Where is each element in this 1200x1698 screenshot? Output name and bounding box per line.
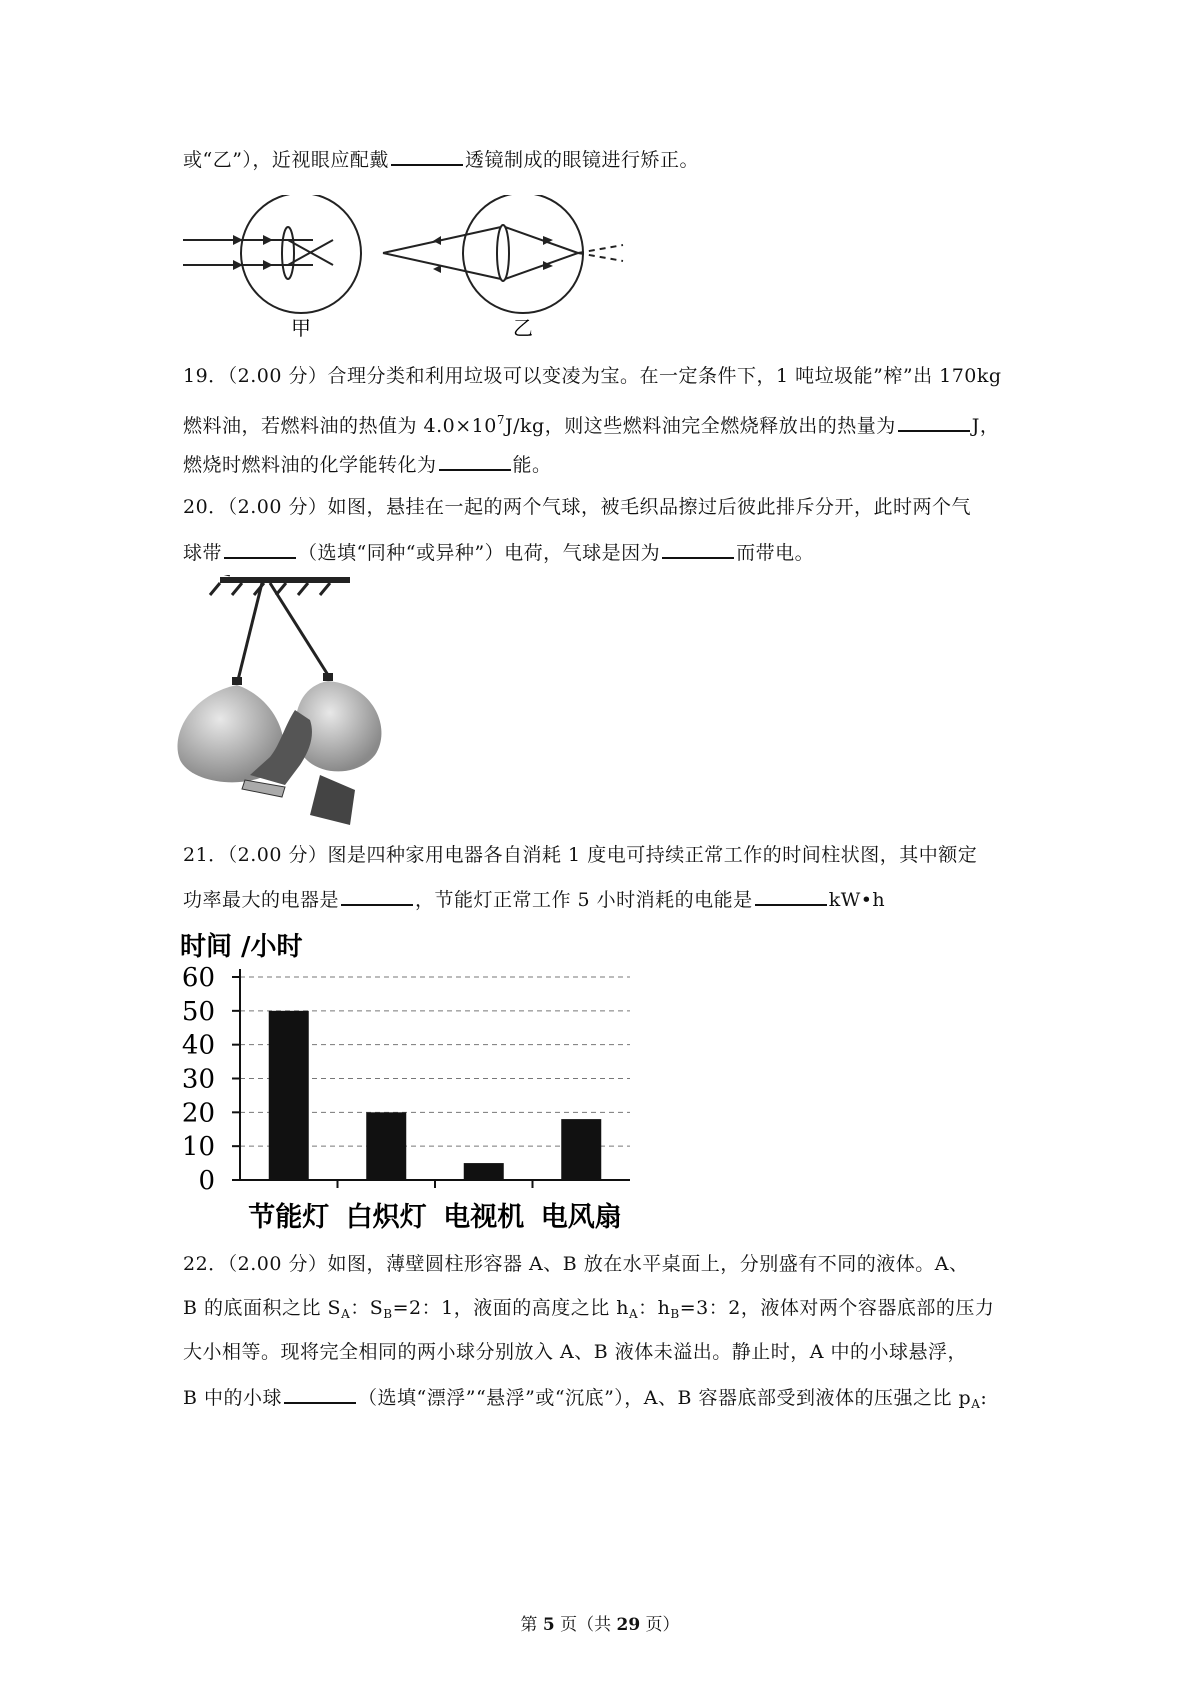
text: 燃料油，若燃料油的热值为 4.0×10 xyxy=(183,415,497,437)
q22-line-3: 大小相等。现将完全相同的两小球分别放入 A、B 液体未溢出。静止时，A 中的小球悬浮， xyxy=(183,1341,968,1363)
answer-blank xyxy=(662,539,734,559)
x-tick-label: 白炽灯 xyxy=(345,1202,427,1233)
q19-line-3 xyxy=(183,451,552,477)
subscript: B xyxy=(670,1307,680,1321)
bar-chart xyxy=(170,925,660,1235)
y-tick-label: 60 xyxy=(181,963,215,993)
answer-blank xyxy=(224,539,296,559)
q21-line-2 xyxy=(183,886,885,912)
subscript: A xyxy=(341,1307,351,1321)
subscript: A xyxy=(628,1307,639,1321)
text: 球带 xyxy=(183,542,223,564)
answer-blank xyxy=(391,146,463,166)
page-number: 5 xyxy=(542,1615,555,1635)
answer-blank xyxy=(341,886,413,906)
text: 第 xyxy=(520,1615,543,1635)
y-tick-label: 0 xyxy=(198,1166,215,1196)
text: 透镜制成的眼镜进行矫正。 xyxy=(464,149,699,171)
q19-line-1: 19．（2.00 分）合理分类和利用垃圾可以变凌为宝。在一定条件下，1 吨垃圾能”榨”出 170kg xyxy=(183,365,1002,387)
text: 页（共 xyxy=(554,1615,617,1635)
subscript: A xyxy=(971,1397,981,1411)
answer-blank xyxy=(439,451,511,471)
bar xyxy=(366,1112,406,1180)
q21-line-1: 21．（2.00 分）图是四种家用电器各自消耗 1 度电可持续正常工作的时间柱状图，其中额定 xyxy=(183,844,978,866)
text: ：h xyxy=(638,1297,671,1319)
q20-line-2 xyxy=(183,539,814,565)
q22-line-1: 22．（2.00 分）如图，薄壁圆柱形容器 A、B 放在水平桌面上，分别盛有不同的液体。A、 xyxy=(183,1253,969,1275)
answer-blank xyxy=(755,886,827,906)
q20-line-1: 20．（2.00 分）如图，悬挂在一起的两个气球，被毛织品擦过后彼此排斥分开，此时两个气 xyxy=(183,496,972,518)
text: : xyxy=(980,1387,988,1409)
text: B 的底面积之比 S xyxy=(183,1297,342,1319)
bar xyxy=(269,1011,309,1180)
y-tick-label: 40 xyxy=(181,1030,215,1061)
x-tick-label: 电视机 xyxy=(443,1202,525,1233)
y-axis-label: 时间 /小时 xyxy=(180,932,303,962)
text: =3：2，液体对两个容器底部的压力 xyxy=(679,1297,995,1319)
page-footer xyxy=(0,1610,1200,1635)
text: J/kg，则这些燃料油完全燃烧释放出的热量为 xyxy=(505,415,896,437)
text: kW•h xyxy=(828,889,886,911)
text: ，节能灯正常工作 5 小时消耗的电能是 xyxy=(415,889,753,911)
text: =2：1，液面的高度之比 h xyxy=(392,1297,629,1319)
x-tick-label: 电风扇 xyxy=(540,1202,622,1233)
text: 燃烧时燃料油的化学能转化为 xyxy=(183,454,437,476)
text: B 中的小球 xyxy=(183,1387,283,1409)
y-tick-label: 50 xyxy=(181,996,215,1027)
label-yi: 乙 xyxy=(513,316,533,340)
total-pages: 29 xyxy=(616,1615,641,1635)
text: （选填“同种“或异种”）电荷，气球是因为 xyxy=(298,542,661,564)
y-tick-label: 30 xyxy=(181,1064,215,1095)
label-jia: 甲 xyxy=(291,316,311,340)
text: 而带电。 xyxy=(736,542,815,564)
x-tick-label: 节能灯 xyxy=(248,1202,330,1233)
q22-line-2 xyxy=(183,1296,994,1326)
text: 页） xyxy=(640,1615,680,1635)
q19-line-2 xyxy=(183,408,999,438)
q22-line-4 xyxy=(183,1384,987,1416)
text: 功率最大的电器是 xyxy=(183,889,340,911)
bar xyxy=(561,1119,601,1180)
bar xyxy=(464,1163,504,1180)
text: ：S xyxy=(350,1297,384,1319)
subscript: B xyxy=(383,1307,393,1321)
text: 或“乙”），近视眼应配戴 xyxy=(183,149,389,171)
eye-diagram xyxy=(183,195,653,345)
text-line xyxy=(183,146,699,172)
answer-blank xyxy=(898,412,970,432)
text: J， xyxy=(971,415,1000,437)
superscript: 7 xyxy=(496,413,505,427)
text: （选填“漂浮”“悬浮”或“沉底”），A、B 容器底部受到液体的压强之比 p xyxy=(358,1387,972,1409)
y-tick-label: 10 xyxy=(181,1132,215,1163)
answer-blank xyxy=(284,1384,356,1404)
balloon-illustration xyxy=(170,575,410,830)
y-tick-label: 20 xyxy=(181,1098,215,1129)
text: 能。 xyxy=(512,454,552,476)
